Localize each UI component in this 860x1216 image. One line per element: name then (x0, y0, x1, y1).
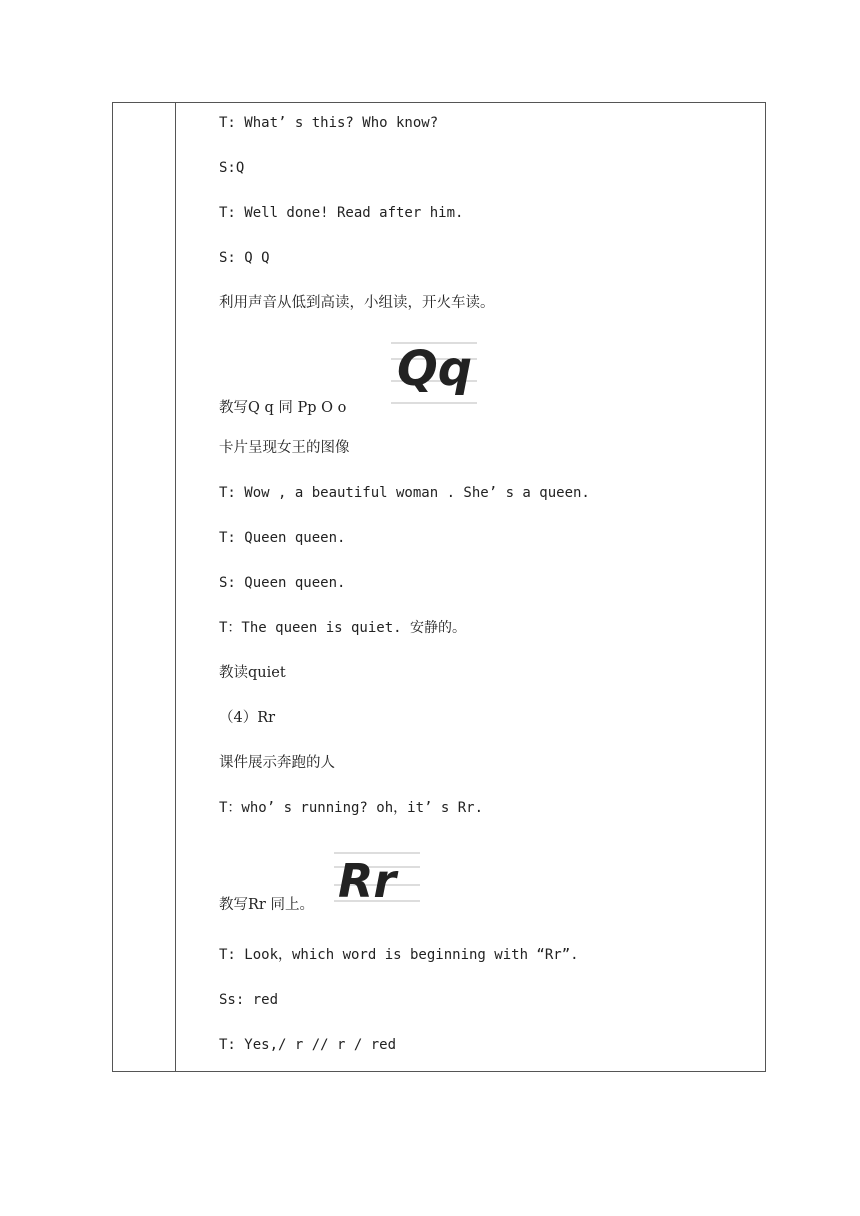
dialog-line: T：who’ s running? oh，it’ s Rr. (219, 800, 484, 816)
dialog-line: S:Q (219, 160, 245, 176)
dialog-line: S: Q Q (219, 250, 270, 266)
section-heading: （4）Rr (219, 710, 276, 726)
column-divider (175, 103, 176, 1071)
qq-letters: Qq (397, 341, 473, 397)
rr-writing-image (332, 845, 422, 905)
lesson-content (219, 103, 765, 1071)
dialog-line: T: Wow , a beautiful woman . She’ s a queen. (219, 485, 590, 501)
dialog-line: Ss: red (219, 992, 279, 1008)
dialog-line: T: Yes,/ r // r / red (219, 1037, 397, 1053)
dialog-line: T: Well done! Read after him. (219, 205, 464, 221)
instruction-line: 课件展示奔跑的人 (219, 755, 335, 771)
dialog-line: S: Queen queen. (219, 575, 346, 591)
instruction-line: 卡片呈现女王的图像 (219, 440, 350, 456)
instruction-line: 教写Rr 同上。 (219, 897, 314, 913)
instruction-line: 教读quiet (219, 665, 286, 681)
dialog-line: T: Queen queen. (219, 530, 346, 546)
dialog-line: T: What’ s this? Who know? (219, 115, 439, 131)
dialog-line: T：The queen is quiet. 安静的。 (219, 620, 467, 636)
dialog-line: T: Look，which word is beginning with “Rr”. (219, 947, 579, 963)
lesson-table (112, 102, 766, 1072)
rr-letters: Rr (338, 854, 397, 905)
qq-writing-image (387, 331, 479, 409)
instruction-line: 教写Q q 同 Pp O o (219, 400, 347, 416)
instruction-line: 利用声音从低到高读，小组读，开火车读。 (219, 295, 495, 311)
